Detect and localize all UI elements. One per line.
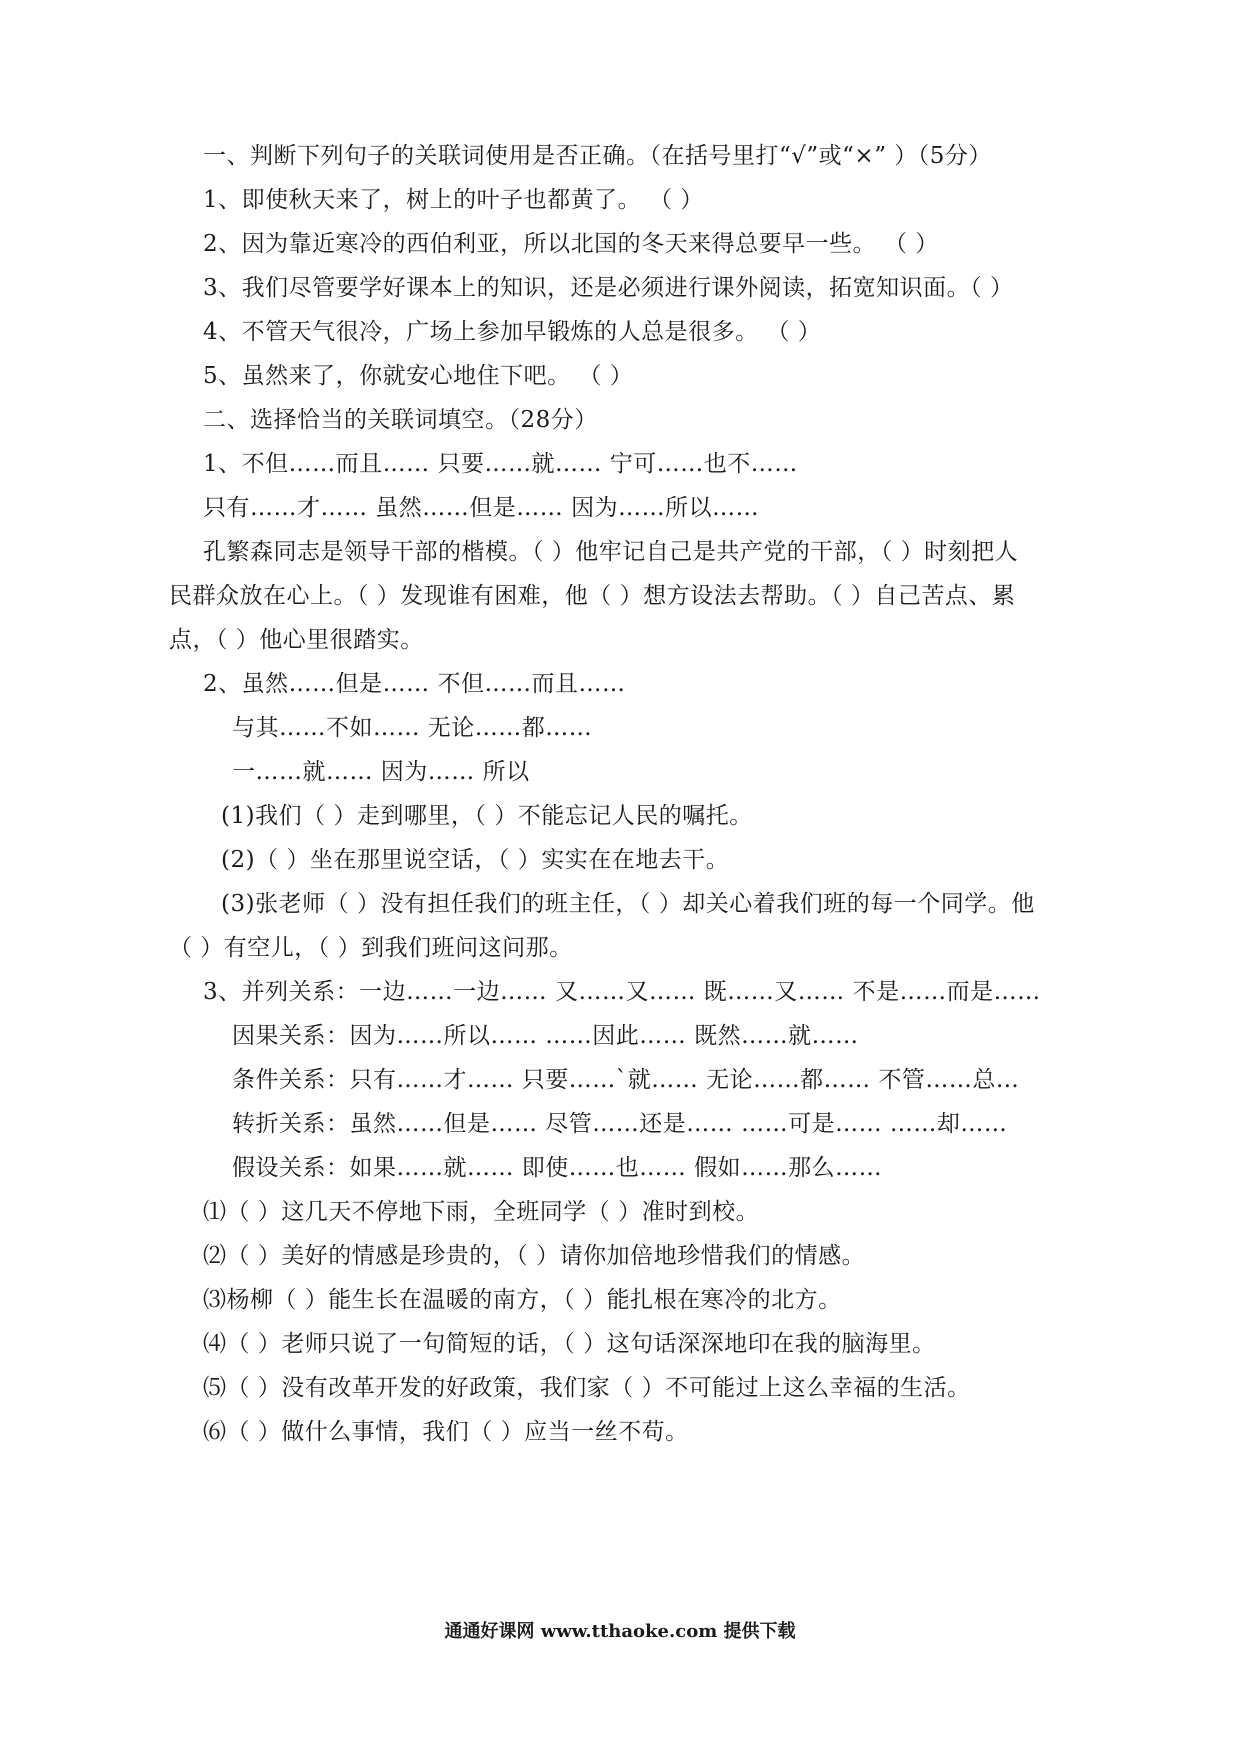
q1-paragraph-line-2: 民群众放在心上。（ ）发现谁有困难，他（ ）想方设法去帮助。（ ）自己苦点、累 bbox=[169, 583, 1016, 609]
q3-relation-row-1: 3、并列关系：一边……一边…… 又……又…… 既……又…… 不是……而是…… bbox=[203, 979, 1041, 1005]
q1-paragraph-line-3: 点，（ ）他心里很踏实。 bbox=[169, 627, 424, 653]
q2-sentence-1: (1)我们（ ）走到哪里，（ ）不能忘记人民的嘱托。 bbox=[221, 803, 753, 829]
section1-item-4: 4、不管天气很冷，广场上参加早锻炼的人总是很多。 （ ） bbox=[203, 319, 822, 345]
q3-sentence-5: ⑸（ ）没有改革开发的好政策，我们家（ ）不可能过上这么幸福的生活。 bbox=[203, 1375, 971, 1401]
q2-options-row-2: 与其……不如…… 无论……都…… bbox=[232, 715, 593, 741]
q3-sentence-2: ⑵（ ）美好的情感是珍贵的，（ ）请你加倍地珍惜我们的情感。 bbox=[203, 1243, 866, 1269]
section1-item-1: 1、即使秋天来了，树上的叶子也都黄了。 （ ） bbox=[203, 187, 704, 213]
q3-sentence-6: ⑹（ ）做什么事情，我们（ ）应当一丝不苟。 bbox=[203, 1419, 689, 1445]
q1-options-row-2: 只有……才…… 虽然……但是…… 因为……所以…… bbox=[203, 495, 760, 521]
q3-sentence-4: ⑷（ ）老师只说了一句简短的话，（ ）这句话深深地印在我的脑海里。 bbox=[203, 1331, 936, 1357]
section2-title: 二、选择恰当的关联词填空。（28分） bbox=[203, 407, 598, 433]
q3-relation-row-2: 因果关系：因为……所以…… ……因此…… 既然……就…… bbox=[232, 1023, 859, 1049]
q1-paragraph-line-1: 孔繁森同志是领导干部的楷模。（ ）他牢记自己是共产党的干部，（ ）时刻把人 bbox=[203, 539, 1019, 565]
q3-relation-row-3: 条件关系：只有……才…… 只要……`就…… 无论……都…… 不管……总… bbox=[232, 1067, 1020, 1093]
q1-options-row-1: 1、不但……而且…… 只要……就…… 宁可……也不…… bbox=[203, 451, 798, 477]
q3-sentence-1: ⑴（ ）这几天不停地下雨，全班同学（ ）准时到校。 bbox=[203, 1199, 760, 1225]
q2-sentence-3b: （ ）有空儿，（ ）到我们班问这问那。 bbox=[169, 935, 573, 961]
q2-sentence-3a: (3)张老师（ ）没有担任我们的班主任，（ ）却关心着我们班的每一个同学。他 bbox=[221, 891, 1035, 917]
q3-sentence-3: ⑶杨柳（ ）能生长在温暖的南方，（ ）能扎根在寒冷的北方。 bbox=[203, 1287, 842, 1313]
q3-relation-row-5: 假设关系：如果……就…… 即使……也…… 假如……那么…… bbox=[232, 1155, 883, 1181]
section1-item-3: 3、我们尽管要学好课本上的知识，还是必须进行课外阅读，拓宽知识面。（ ） bbox=[203, 275, 1014, 301]
section1-item-5: 5、虽然来了，你就安心地住下吧。 （ ） bbox=[203, 363, 634, 389]
q2-options-row-3: 一……就…… 因为…… 所以 bbox=[232, 759, 530, 785]
section1-title: 一、判断下列句子的关联词使用是否正确。（在括号里打“√”或“×” ）（5分） bbox=[203, 143, 992, 169]
q2-options-row-1: 2、虽然……但是…… 不但……而且…… bbox=[203, 671, 626, 697]
q3-relation-row-4: 转折关系：虽然……但是…… 尽管……还是…… ……可是…… ……却…… bbox=[232, 1111, 1008, 1137]
q2-sentence-2: (2)（ ）坐在那里说空话，（ ）实实在在地去干。 bbox=[221, 847, 730, 873]
section1-item-2: 2、因为靠近寒冷的西伯利亚，所以北国的冬天来得总要早一些。 （ ） bbox=[203, 231, 939, 257]
footer-watermark: 通通好课网 www.tthaoke.com 提供下载 bbox=[444, 1621, 796, 1642]
